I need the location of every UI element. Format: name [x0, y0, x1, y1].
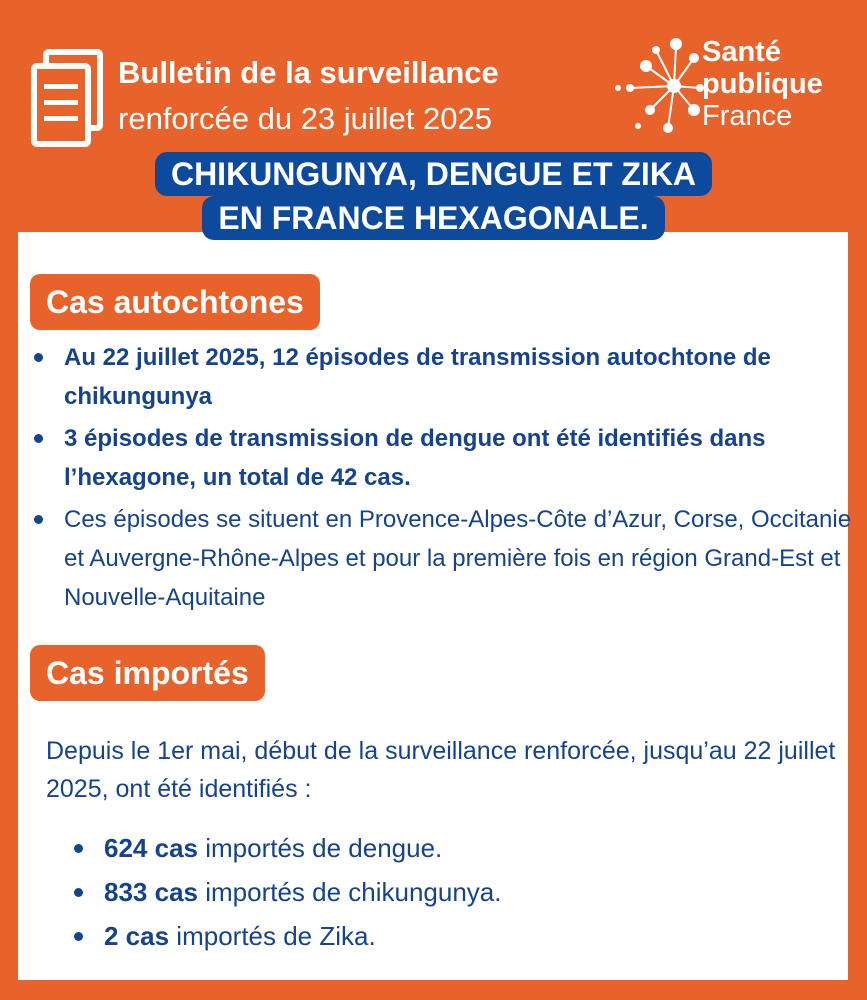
- case-count: 624 cas: [104, 833, 198, 863]
- case-description: importés de dengue.: [197, 833, 443, 863]
- disease-banner: [0, 152, 867, 240]
- case-description: importés de Zika.: [169, 921, 376, 951]
- autochtones-heading: Cas autochtones: [30, 274, 320, 330]
- list-item: Ces épisodes se situent en Provence-Alpes-Côte d’Azur, Corse, Occitanie et Auvergne-Rhône-Alpes et pour la première fois en région Grand-Est et Nouvelle-Aquitaine: [30, 500, 860, 617]
- logo-line2: publique: [702, 68, 823, 100]
- logo-text: [702, 36, 823, 132]
- document-icon: [30, 48, 104, 148]
- importes-heading: Cas importés: [30, 645, 265, 701]
- banner-line2: EN FRANCE HEXAGONALE.: [202, 196, 664, 240]
- case-count: 833 cas: [104, 877, 198, 907]
- importes-intro: Depuis le 1er mai, début de la surveillance renforcée, jusqu’au 22 juillet 2025, ont été identifiés :: [46, 737, 836, 803]
- importes-list: [70, 826, 830, 958]
- list-item: [70, 870, 830, 914]
- bulletin-title-line1: Bulletin de la surveillance: [118, 55, 499, 90]
- autochtones-list: [30, 338, 860, 620]
- banner-line1: CHIKUNGUNYA, DENGUE ET ZIKA: [155, 152, 712, 196]
- bulletin-title-line2: renforcée du 23 juillet 2025: [118, 101, 492, 136]
- list-item: Au 22 juillet 2025, 12 épisodes de transmission autochtone de chikungunya: [30, 338, 860, 416]
- case-description: importés de chikungunya.: [197, 877, 502, 907]
- logo-line1: Santé: [702, 36, 781, 68]
- logo-line3: France: [702, 100, 793, 132]
- list-item: 3 épisodes de transmission de dengue ont été identifiés dans l’hexagone, un total de 42 cas.: [30, 419, 860, 497]
- list-item: [70, 826, 830, 870]
- case-count: 2 cas: [104, 921, 170, 951]
- bulletin-title: [118, 50, 499, 142]
- list-item: [70, 914, 830, 958]
